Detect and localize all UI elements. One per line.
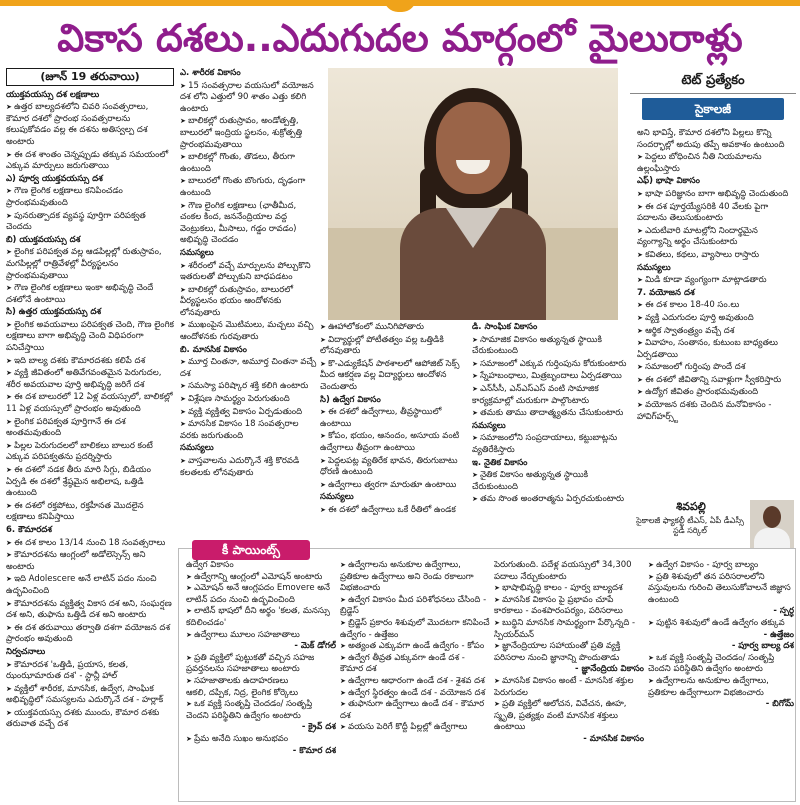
text-paragraph: ➤ కొ-ఎడ్యుకేషన్ పాఠశాలలో ఆపోజిట్ సెక్స్ మీద ఆకర్షణ వల్ల విద్యార్థులు ఆందోళన చెందుతారు (320, 359, 470, 394)
text-paragraph: ➤ బాలికల్లో గొంతు, తొడలు, తీరుగా ఉంటుంది (180, 152, 318, 175)
text-paragraph: ➤ ఉద్వేగ తీవ్రత ఎక్కువగా ఉండే దశ - కౌమార దశ (340, 653, 490, 676)
text-paragraph: ➤ కౌమారదశను వ్యక్తిత్వ వికాస దశ అని, సంఘర్షణ దశ అని, తుఫాను ఒత్తిడి దశ అని అంటారు (6, 599, 174, 622)
text-paragraph: ➤ ఈ దశలో జీవితాన్ని సవాళ్లుగా స్వీకరిస్తారు (637, 375, 794, 387)
source-attribution: - పూర్వ బాల్య దశ (731, 641, 794, 652)
section-heading: బి. మానసిక వికాసం (180, 344, 247, 355)
text-paragraph: ➤ విద్యార్థుల్లో పోటీతత్వం వల్ల ఒత్తిడికి లోనవుతారు (320, 335, 470, 358)
text-paragraph: ➤ ఈ దశలో ఉద్వేగాలు ఒకే రీతిలో ఉండక (320, 505, 470, 517)
section-heading: ఎ. శారీరక వికాసం (180, 68, 241, 78)
text-paragraph: ➤ ఈ దశ పూర్తయ్యేసరికి 40 వేలకు పైగా పదాలను తెలుసుకుంటారు (637, 202, 794, 225)
text-paragraph: ➤ జ్ఞానేంద్రియాల సహాయంతో ప్రతి వ్యక్తి పరిసరాల నుంచి జ్ఞానాన్ని పొందుతాడు (494, 641, 644, 664)
text-paragraph: ➤ నైతిక వికాసం అత్యున్నత స్థాయికి చేరుకుంటుంది (472, 470, 627, 493)
source-attribution: - స్పర్ధ (773, 606, 794, 617)
text-paragraph: ➤ ఎన్‌సీసీ, ఎన్‌ఎస్‌ఎస్ వంటి సామాజిక కార్యక్రమాల్లో చురుకుగా పాల్గొంటారు (472, 384, 627, 407)
text-paragraph: ➤ లైంగిక పరిపక్వత వల్ల ఆడపిల్లల్లో రుతుస్రావం, మగపిల్లల్లో రాత్రివేళల్లో వీర్యస్ఖలనం ప్రారంభమవుతాయి (6, 247, 174, 282)
text-paragraph: ➤ వ్యక్తిలో శారీరక, మానసిక, ఉద్వేగ, సాంఘిక అభివృద్ధిలో సమస్యలను ఎదుర్కొనే దశ - హర్లాక్ (6, 684, 174, 707)
column-social-development (472, 322, 627, 532)
text-paragraph: ➤ పుట్టిన శిశువులో ఉండే ఉద్వేగం తక్కువ (648, 618, 794, 630)
text-paragraph: ➤ ఉద్వేగాలు త్వరగా మారుతూ ఉంటాయి (320, 480, 470, 492)
text-paragraph: ➤ లైంగిక పరిపక్వత పూర్తిగానే ఈ దశ అంతమవుతుంది (6, 417, 174, 440)
text-paragraph: ➤ కోపం, భయం, ఆనందం, అసూయ వంటి ఉద్వేగాలు తీవ్రంగా ఉంటాయి (320, 431, 470, 454)
date-tag: (జూన్ 19 తరువాయి) (6, 68, 174, 86)
subject-label: సైకాలజీ (642, 98, 784, 120)
text-paragraph: ➤ ప్రేమ అనేది సుఖం అనుభవం (186, 734, 336, 746)
text-paragraph: ➤ బ్రిడ్జెస్ ప్రకారం శిశువులో మొదటగా కనిపించే ఉద్వేగం - ఉత్తేజం (340, 618, 490, 641)
text-paragraph: ➤ ఉద్వేగాలు మూలం సహజాతాలు (186, 630, 336, 642)
text-paragraph: ➤ పెద్దలపట్ల వ్యతిరేక భావన, తిరుగుబాటు ధోరణి ఉంటుంది (320, 456, 470, 479)
text-paragraph: ➤ ఇది Adolescere అనే లాటిన్ పదం నుంచి ఉద్భవించింది (6, 574, 174, 597)
text-paragraph: ➤ భాషా పరిజ్ఞానం బాగా అభివృద్ధి చెందుతుంది (637, 189, 794, 201)
text-paragraph: ➤ మానసిక వికాసం 18 సంవత్సరాల వరకు జరుగుతుంది (180, 419, 318, 442)
text-paragraph: ➤ పునరుత్పాదక వ్యవస్థ పూర్తిగా పరిపక్వత చెందదు (6, 211, 174, 234)
text-paragraph: ➤ గౌణ లైంగిక లక్షణాలు (ఛాతీమీద, చంకల కింద, జననేంద్రియాల వద్ద వెంట్రుకలు, మీసాలు, గడ్డం రావడం) అభివృద్ధి చెందడం (180, 201, 318, 247)
text-paragraph: ➤ ఒక వ్యక్తి సంతృప్తి చెందడం/ సంతృప్తి చెందని పరిస్థితిని ఉద్వేగం అంటారు (648, 653, 794, 676)
section-heading: 6. కౌమారదశ (6, 524, 52, 535)
text-paragraph: ➤ ఒక వ్యక్తి సంతృప్తి చెందడం/ సంతృప్తి చెందని పరిస్థితిని ఉద్వేగం అంటారు (186, 699, 336, 722)
key-points-column-2 (340, 560, 490, 800)
text-paragraph: ➤ ఈ దశ శాంతం చెన్నప్పుడు తక్కువ సమయంలో ఎక్కువ మార్పులు జరుగుతాయి (6, 150, 174, 173)
section-heading: బి) యుక్తవయస్సు దశ (6, 234, 81, 245)
text-paragraph: ➤ ప్రతి శిశువులో తన పరిసరాలలోని వస్తువులను గురించి తెలుసుకోవాలనే జిజ్ఞాస ఉంటుంది (648, 572, 794, 607)
text-paragraph: ➤ సమాజంలో ఎక్కువ గుర్తింపును కోరుకుంటారు (472, 359, 627, 371)
tet-special-title: టెట్ ప్రత్యేకం (630, 68, 796, 94)
text-paragraph: ➤ ఉద్వేగ స్థిరత్వం ఉండే దశ - వయోజన దశ (340, 688, 490, 700)
text-paragraph: ➤ బాలికల్లో రుతుస్రావం, బాలురలో వీర్యస్ఖలనం భయం ఆందోళనకు లోనవుతారు (180, 285, 318, 320)
source-attribution: - జ్ఞానేంద్రియ వికాసం (575, 664, 644, 675)
student-photo (328, 68, 618, 320)
key-points-label: కీ పాయింట్స్ (192, 540, 310, 560)
section-heading: సమస్యలు (637, 262, 671, 273)
section-heading: సి) ఉత్తర యుక్తవయస్సు దశ (6, 307, 102, 318)
text-paragraph: ➤ కౌమారదశ 'ఒత్తిడి, ప్రయాస, కలత, ఝంఝామారుత దశ' - స్టాన్లీ హాల్ (6, 660, 174, 683)
text-paragraph: ➤ తమకు తాము తాదాత్మ్యతను చేసుకుంటారు (472, 408, 627, 420)
text-paragraph: ➤ ఆర్థిక స్వాతంత్ర్యం వచ్చే దశ (637, 326, 794, 338)
text-paragraph: ➤ ఉద్వేగ వికాసం - పూర్వ బాల్యం (648, 560, 794, 572)
text-paragraph: ➤ అత్యంత ఎక్కువగా ఉండే ఉద్వేగం - కోపం (340, 641, 490, 653)
text-paragraph: పెరుగుతుంది. పదేళ్ల వయస్సులో 34,300 పదాలు నేర్చుకుంటారు (494, 560, 632, 582)
text-paragraph: ➤ వయోజన దశకు చెందిన మనోవికాసం - హావిగ్‌హర్స్ట్ (637, 400, 794, 423)
text-paragraph: ➤ ఉద్వేగాల ఆధారంగా ఉండే దశ - శైశవ దశ (340, 676, 490, 688)
text-paragraph: ➤ ఉద్వేగాన్ని ఆంగ్లంలో ఎమోషన్ అంటారు (186, 572, 336, 584)
text-paragraph: ➤ ఈ దశలో రక్తపోటు, రక్తహీనత మొదలైన లక్షణాలు కనిపిస్తాయి (6, 501, 174, 524)
key-points-column-4 (648, 560, 794, 800)
text-paragraph: ➤ వివాహం, సంతానం, కుటుంబ బాధ్యతలు ఏర్పడతాయి (637, 338, 794, 361)
section-heading: డి. సాంఘిక వికాసం (472, 322, 538, 332)
section-heading: సమస్యలు (320, 492, 354, 503)
text-paragraph: ➤ ఉద్వేగాలను అనుకూల ఉద్వేగాలు, ప్రతికూల ఉద్వేగాలు అని రెండు రకాలుగా విభజించారు (340, 560, 490, 595)
text-paragraph: ➤ వాస్తవాలను ఎదుర్కొనే శక్తి కొరవడి కలతలకు లోనవుతారు (180, 456, 318, 479)
text-paragraph: ➤ మూర్త చింతనా, అమూర్త చింతనా వచ్చే దశ (180, 357, 318, 380)
source-attribution: - బిగోమ్‌ (765, 699, 794, 710)
text-paragraph: ➤ గౌణ లైంగిక లక్షణాలు ఇంకా అభివృద్ధి చెందే దశలోనే ఉంటాయి (6, 283, 174, 306)
text-paragraph: ➤ శరీరంలో వచ్చే మార్పులను పోల్చుకొని ఇతరులతో పోల్చుకుని బాధపడటం (180, 261, 318, 284)
section-heading: ఎఫ్) భాషా వికాసం (637, 176, 700, 187)
text-paragraph: ➤ వయసు పెరిగే కొద్దీ పిల్లల్లో ఉద్వేగాలు (340, 722, 490, 734)
author-name: శివపల్లి (676, 500, 706, 513)
text-paragraph: ➤ ఈ దశ బాలురలో 12 ఏళ్ల వయస్సులో, బాలికల్లో 11 ఏళ్ల వయస్సులో ప్రారంభం అవుతుంది (6, 392, 174, 415)
text-paragraph: ➤ ఈ దశ తరువాయి తర్వాతి దశగా వయోజన దశ ప్రారంభం అవుతుంది (6, 623, 174, 646)
column-adolescence (6, 68, 174, 798)
column-language-development (637, 128, 794, 498)
text-paragraph: ➤ విశ్లేషణ సామర్థ్యం పెరుగుతుంది (180, 394, 318, 406)
text-paragraph: ➤ ఈ దశ కాలం 18-40 సం.లు (637, 300, 794, 312)
text-paragraph: ➤ సామాజిక వికాసం అత్యున్నత స్థాయికి చేరుకుంటుంది (472, 335, 627, 358)
text-paragraph: ➤ మానసిక వికాసం అంటే - మానసిక శక్తుల పెరుగుదల (494, 676, 644, 699)
text-paragraph: ➤ లైంగిక అవయవాలు పరిపక్వత చెంది, గౌణ లైంగిక లక్షణాలు బాగా అభివృద్ధి చెంది విధిపరంగా పనిచేస్తాయి (6, 320, 174, 355)
source-attribution: - క్రైవ్ దశ (301, 722, 336, 733)
text-paragraph: ➤ సమస్యా పరిష్కార శక్తి కలిగి ఉంటారు (180, 381, 318, 393)
text-paragraph: ➤ ప్రతి వ్యక్తిలో ఆలోచన, వివేచన, ఊహ, స్మృతి, ప్రత్యక్షం వంటి మానసిక శక్తులు ఉంటాయి (494, 699, 644, 734)
source-attribution: - మెక్ డోగల్ (294, 641, 336, 652)
text-paragraph: ➤ ప్రతి వ్యక్తిలో పుట్టుకతో వచ్చిన సహజ ప్రవర్తనలను సహజాతాలు అంటారు (186, 653, 336, 676)
text-paragraph: ➤ తుఫానుగా ఉద్వేగాలు ఉండే దశ - కౌమార దశ (340, 699, 490, 722)
text-paragraph: ➤ మానసిక వికాసం పై ప్రభావం చూపే కారకాలు - వంశపారంపర్యం, పరిసరాలు (494, 595, 644, 618)
column-physical-development (180, 68, 318, 548)
source-attribution: - మానసిక వికాసం (583, 733, 644, 744)
text-paragraph: ➤ ఎమోషన్ అనే ఆంగ్లపదం Emovere అనే లాటిన్ పదం నుంచి ఉద్భవించింది (186, 583, 336, 606)
text-paragraph: ➤ యుక్తవయస్సు దశకు ముందు, కౌమార దశకు తరువాత వచ్చే దశ (6, 708, 174, 731)
text-paragraph: ➤ గౌణ లైంగిక లక్షణాలు కనిపించడం ప్రారంభమవుతుంది (6, 186, 174, 209)
text-paragraph: ➤ ఈ దశలో నడక తీరు మారి సిగ్గు, బిడియం ఏర్పడి ఈ దశలో శ్రేష్ఠమైన అభిలాష, ఒత్తిడి ఉంటుంది (6, 465, 174, 500)
section-heading: యుక్తవయస్సు దశ లక్షణాలు (6, 89, 100, 100)
section-heading: సమస్యలు (180, 443, 214, 454)
text-paragraph: ➤ ఉద్వేగాలను అనుకూల ఉద్వేగాలు, ప్రతికూల ఉద్వేగాలుగా విభజించారు (648, 676, 794, 699)
section-heading: 7. వయోజన దశ (637, 287, 695, 298)
text-paragraph: ➤ ఉత్తర బాల్యదశలోని చివరి సంవత్సరాలు, కౌమార దశలో ప్రారంభ సంవత్సరాలను కలుపుకోవడం వల్ల ఈ దశను అతిస్వల్ప దశ అంటారు (6, 102, 174, 148)
author-role: సైకాలజీ ఫ్యాకల్టీ టీఎస్, ఏపీ డీఎస్సీ స్టడీ సర్కిల్ (636, 516, 744, 535)
section-heading: సమస్యలు (472, 420, 506, 431)
text-paragraph: ➤ వ్యక్తి జీవితంలో అతివేగవంతమైన పెరుగుదల, శరీర అవయవాల పూర్తి అభివృద్ధి జరిగే దశ (6, 368, 174, 391)
text-paragraph: ➤ బుద్ధిని మానసిక సామర్థ్యంగా పేర్కొన్నది - స్పియర్‌మన్ (494, 618, 644, 641)
text-paragraph: ➤ వ్యక్తి ఎదుగుదల పూర్తి అవుతుంది (637, 313, 794, 325)
text-paragraph: ➤ లాటిన్ భాషలో దీని అర్థం 'కలత, మనస్సు కదిలించడం' (186, 606, 336, 629)
text-paragraph: ➤ సమాజంలోని సంప్రదాయాలు, కట్టుబాట్లను వ్యతిరేకిస్తారు (472, 433, 627, 456)
text-paragraph: ➤ పిల్లల పెరుగుదలలో బాలికలు బాలుర కంటే ఎక్కువ పరిపక్వతను ప్రదర్శిస్తారు (6, 441, 174, 464)
source-attribution: - కొమార దశ (292, 745, 336, 756)
text-paragraph: ➤ ఉద్యోగ జీవితం ప్రారంభమవుతుంది (637, 387, 794, 399)
text-paragraph: ➤ ముఖంపైన మొటిమలు, మచ్చలు వచ్చి ఆందోళనకు గురవుతారు (180, 320, 318, 343)
key-points-column-1 (186, 560, 336, 800)
source-attribution: - ఉత్తేజం (763, 629, 794, 640)
text-paragraph: ➤ కవితలు, కథలు, వ్యాసాలు రాస్తారు (637, 250, 794, 262)
text-paragraph: ➤ కౌమారదశను ఆంగ్లంలో అడోలెస్సెన్స్ అని అంటారు (6, 550, 174, 573)
text-paragraph: ➤ ఈ దశలో ఉద్వేగాలు, తీవ్రస్థాయిలో ఉంటాయి (320, 407, 470, 430)
top-accent-bar (0, 0, 800, 6)
text-paragraph: ➤ వ్యక్తి వ్యక్తిత్వ వికాసం ఏర్పడుతుంది (180, 407, 318, 419)
text-paragraph: ➤ 15 సంవత్సరాల వయసులో వయోజన దశ లోని ఎత్తులో 90 శాతం ఎత్తు కలిగి ఉంటారు (180, 81, 318, 116)
column-emotional-development (320, 322, 470, 532)
text-paragraph: ➤ ఊహాలోకంలో మునిగిపోతారు (320, 322, 470, 334)
section-heading: ఎ) పూర్వ యుక్తవయస్సు దశ (6, 173, 103, 184)
text-paragraph: ➤ తమ సొంత అంతరాత్మను ఏర్పరచుకుంటారు (472, 494, 627, 506)
author-block (632, 500, 796, 552)
text-paragraph: ➤ బాలురలో గొంతు బొంగురు, దృఢంగా ఉంటుంది (180, 176, 318, 199)
text-paragraph: ➤ భాషాభివృద్ధి కాలం - పూర్వ బాల్యదశ (494, 583, 644, 595)
tet-special-box (630, 68, 796, 126)
text-paragraph: అని భావిస్తే, కౌమార దశలోని పిల్లలు కొన్ని సందర్భాల్లో అదుపు తప్పే అవకాశం ఉంటుంది (637, 128, 785, 150)
text-paragraph: ➤ ఎదుటివారి మాటల్లోని నిందార్థమైన వ్యంగ్యాన్ని అర్థం చేసుకుంటారు (637, 226, 794, 249)
key-points-column-3 (494, 560, 644, 800)
text-paragraph: ➤ ఈ దశ కాలం 13/14 నుంచి 18 సంవత్సరాలు (6, 538, 174, 550)
text-paragraph: ➤ సహజాతాలకు ఉదాహరణలు (186, 676, 336, 688)
section-heading: సి) ఉద్వేగ వికాసం (320, 394, 381, 405)
text-paragraph: ➤ స్నేహబంధాలు, మిత్రబృందాలు ఏర్పడతాయి (472, 371, 627, 383)
section-heading: సమస్యలు (180, 247, 214, 258)
text-paragraph: ➤ పెద్దలు బోధించిన నీతి నియమాలను ఉల్లంఘిస్తారు (637, 152, 794, 175)
page-headline: వికాస దశలు..ఎదుగుదల మార్గంలో మైలురాళ్లు (57, 16, 743, 60)
section-heading: ఇ. నైతిక వికాసం (472, 457, 528, 468)
text-paragraph: ఆకలి, దప్పిక, నిద్ర, లైంగిక కోర్కెలు (186, 687, 299, 698)
text-paragraph: ➤ సమాజంలో గుర్తింపు పొందే దశ (637, 362, 794, 374)
section-heading: ఉద్వేగ వికాసం (186, 560, 234, 570)
text-paragraph: ➤ ఇది బాల్య దశకు కౌమారదశకు కలిపే దశ (6, 356, 174, 368)
text-paragraph: ➤ మిడి కూడా వ్యంగ్యంగా మాట్లాడతారు (637, 275, 794, 287)
section-heading: నిర్వచనాలు (6, 646, 46, 657)
text-paragraph: ➤ ఉద్వేగ వికాసం మీద పరిశోధనలు చేసింది - బ్రిడ్జెస్ (340, 595, 490, 618)
author-photo (750, 500, 794, 548)
text-paragraph: ➤ బాలికల్లో రుతుస్రావం, అండోత్పత్తి, బాలురలో ఇంద్రియ స్ఖలనం, శుక్రోత్పత్తి ప్రారంభమవుతాయి (180, 116, 318, 151)
